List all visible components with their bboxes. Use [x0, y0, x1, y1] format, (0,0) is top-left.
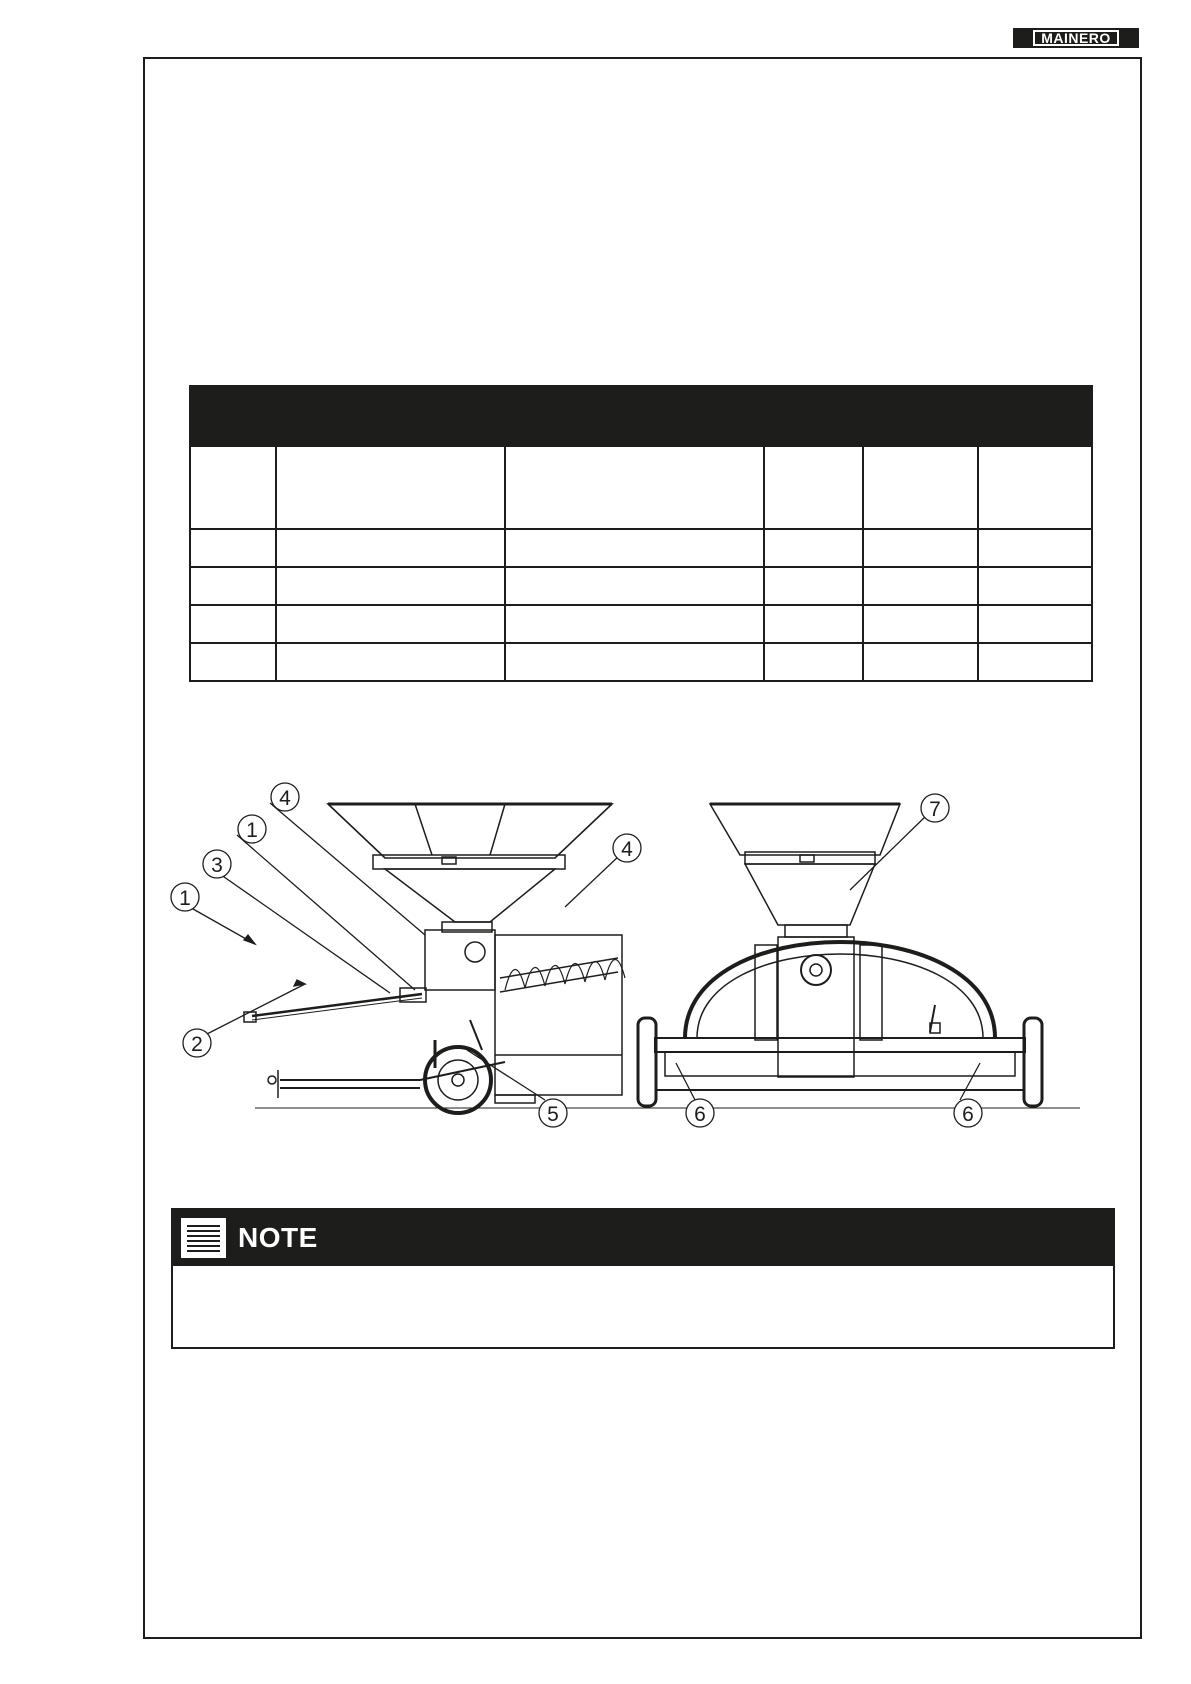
svg-text:5: 5	[547, 1103, 559, 1126]
note-box	[171, 1208, 1115, 1349]
svg-text:2: 2	[191, 1033, 203, 1056]
table-cell	[978, 605, 1092, 643]
table-header-row	[190, 446, 1092, 529]
callout-7	[921, 794, 949, 822]
table-cell	[276, 529, 505, 567]
rear-view	[630, 804, 1080, 1108]
table-cell	[190, 605, 276, 643]
table-cell	[190, 643, 276, 681]
svg-text:4: 4	[621, 838, 633, 861]
table-header-cell	[190, 446, 276, 529]
svg-text:6: 6	[694, 1103, 706, 1126]
table-header-cell	[764, 446, 864, 529]
parts-table	[189, 385, 1093, 682]
callout-1-lower	[171, 883, 199, 911]
callout-4-right	[613, 834, 641, 862]
callout-6-right	[954, 1099, 982, 1127]
table-cell	[505, 643, 763, 681]
table-cell	[276, 605, 505, 643]
table-header-cell	[863, 446, 978, 529]
table-cell	[978, 529, 1092, 567]
svg-text:6: 6	[962, 1103, 974, 1126]
side-view	[244, 804, 670, 1113]
table-cell	[863, 643, 978, 681]
table-cell	[863, 529, 978, 567]
table-cell	[276, 567, 505, 605]
table-title-band	[190, 386, 1092, 446]
table-cell	[190, 529, 276, 567]
svg-text:1: 1	[246, 819, 258, 842]
table-cell	[505, 529, 763, 567]
table-cell	[863, 605, 978, 643]
table-cell	[978, 643, 1092, 681]
table-cell	[764, 529, 864, 567]
callout-6-left	[686, 1099, 714, 1127]
table-row	[190, 605, 1092, 643]
callout-3	[203, 850, 231, 878]
table-cell	[505, 605, 763, 643]
table-cell	[764, 567, 864, 605]
table-row	[190, 529, 1092, 567]
callout-5	[539, 1099, 567, 1127]
table-cell	[276, 643, 505, 681]
table-header-cell	[978, 446, 1092, 529]
callout-2	[183, 1029, 211, 1057]
callout-1-upper	[238, 815, 266, 843]
table-header-cell	[505, 446, 763, 529]
brand-logo	[1013, 28, 1139, 48]
table-cell	[764, 643, 864, 681]
machine-drawing	[160, 780, 1120, 1170]
svg-text:7: 7	[929, 798, 941, 821]
svg-text:1: 1	[179, 887, 191, 910]
note-title: NOTE	[238, 1222, 318, 1253]
table-cell	[190, 567, 276, 605]
brand-logo-text: MAINERO	[1033, 30, 1119, 46]
table-row	[190, 643, 1092, 681]
table-cell	[863, 567, 978, 605]
note-header	[173, 1210, 1113, 1266]
table-header-cell	[276, 446, 505, 529]
svg-text:4: 4	[279, 787, 291, 810]
svg-text:3: 3	[211, 854, 223, 877]
document-icon	[181, 1218, 226, 1258]
table-cell	[978, 567, 1092, 605]
table-cell	[764, 605, 864, 643]
rear-view-callouts	[676, 815, 980, 1100]
callout-4-top	[271, 783, 299, 811]
table-row	[190, 567, 1092, 605]
table-cell	[505, 567, 763, 605]
